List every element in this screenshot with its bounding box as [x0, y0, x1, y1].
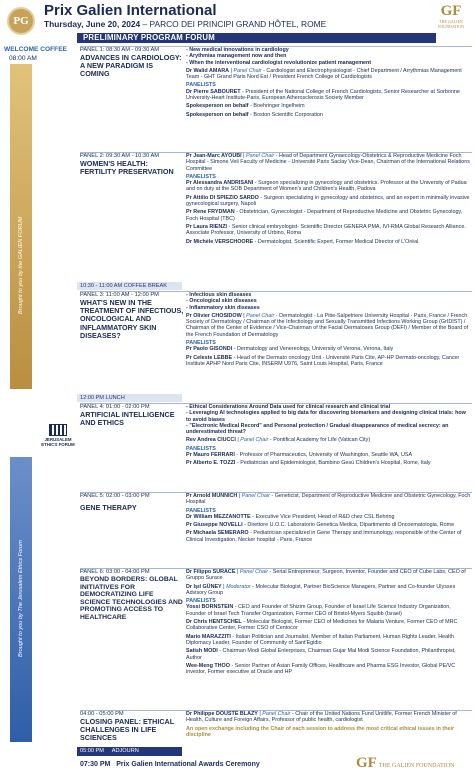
jerusalem-forum-sidebar — [10, 457, 32, 742]
closing-note: An open exchange including the Chair of each session to address the most critical ethical issues in their discipline — [186, 725, 455, 738]
adjourn-bar: 05:00 PM ADJOURN — [77, 747, 182, 756]
panel-4-header: PANEL 4: 01:00 - 02:00 PM ARTIFICIAL INTELLIGENCE AND ETHICS — [80, 404, 175, 428]
panel-3-header: PANEL 3: 11:00 AM - 12:00 PM WHAT'S NEW IN THE TREATMENT OF INFECTIOUS, ONCOLOGICAL AND INFLAMMATORY SKIN DISEASES? — [80, 292, 184, 340]
program-banner: PRELIMINARY PROGRAM FORUM — [77, 33, 436, 43]
event-date-venue: Thursday, June 20, 2024 – PARCO DEI PRINCIPI GRAND HÔTEL, ROME — [44, 19, 327, 29]
footer-galien-foundation-logo: GF THE GALIEN FOUNDATION — [356, 755, 455, 771]
panel-2-details: Pr Jean-Marc AYOUBI | Panel Chair - Head of Department Gynaecology-Obstetrics & Reproductive Medicine Foch Hospital - Simone Veil Faculty of Medicine - Université Paris Saclay Vice-Dean, Chairman of the International Relations Committee PANELISTS Pr Alessandra ANDRISANI - Surgeon specializing in gynecology and obstetrics. Professor at the University of Padua and on duty at the SOB Department of Women's and Children's Health, Padova Pr Attilio DI SPIEZIO SARDO - Surgeon specializing in gynecology and obstetrics, and an expert in minimally invasive gynecological surgery, Napoli Pr Rene FRYDMAN - Obstetrician, Gynecologist - Department of Reproductive Medicine and Obstetric Gynecology, Foch Hospital (TBC) Pr Laura RIENZI - Senior clinical embryologist- Scientific Director GENERA PMA, IVI-RMA Global Research Alliance. Associate Professor, University of Urbino, Roma Dr Michèle VERSCHOORE - Dermatologist, Scientific Expert, Former Medical Director of L'Oréal — [186, 153, 470, 245]
panel-5-details: Pr Arnold MUNNICH | Panel Chair - Geneticist, Department of Reproductive Medicine and Obstetric Gynecology, Foch Hospital PANELISTS Dr William MEZZANOTTE - Executive Vice President, Head of R&D chez CSL Behring Pr Giuseppe NOVELLI - Direttore U.O.C. Laboratorio Genetica Medica, Dipartimento di Oncoematologia, Rome Pr Michaela SEMERARO - Pediatrician specialized in Gene Therapy and Immunology, responsible of the Center of Clinical Investigation, Necker hospital - Paris, France — [186, 493, 471, 543]
jerusalem-forum-side-text: Brought to you by The Jerusalem Ethics Forum — [18, 540, 24, 657]
panel-5-header: PANEL 5: 02:00 - 03:00 PM GENE THERAPY — [80, 493, 150, 512]
panel-1-header: PANEL 1: 08:30 AM - 09:30 AM ADVANCES IN CARDIOLOGY: A NEW PARADIGM IS COMING — [80, 47, 182, 79]
prix-galien-logo: PG — [7, 7, 35, 35]
galien-forum-sidebar — [10, 64, 32, 389]
panel-4-details: - Ethical Considerations Around Data used for clinical research and clinical trial - Leveraging AI technologies applied to big data for discovering biomarkers and designing clinical trials: how to avoid biases - "Electronic Medical Record" and Personal protection / Gradual disappearance of medical secrecy: an underestimated threat? Rev Andrea CIUCCI | Panel Chair - Pontifical Academy for Life (Vatican City) PANELISTS Pr Mauro FERRARI - Professor of Pharmaceutics, University of Washington, Seattle WA, USA Pr Alberto E. TOZZI - Pediatrician and Epidemiologist, Bambino Gesù Children's Hospital, Rome, Italy — [186, 404, 466, 467]
welcome-coffee-label: WELCOME COFFEE — [4, 46, 68, 53]
event-date: Thursday, June 20, 2024 — [44, 19, 141, 29]
jerusalem-logo-icon — [49, 424, 67, 436]
panel-3-details: - Infectious skin diseases - Oncological skin diseases - Inflammatory skin diseases Pr Olivier CHOSIDOW | Panel Chair - Dermatologist - La Pitie-Salpetriere University Hospital - Paris, France / French Society of Dermatology / Chairman of the Infectiology and Sexually Transmitted Infections Working Group (GrIDIST) / Chairman of the Center of Evidence / Vice-Chairman of the Facial Dermatoses Group (DEFI) / Member of the Board of the French Foundation of Dermatology PANELISTS Pr Paolo GISONDI - Dermatology and Venereology, University of Verona, Verona, Italy Pr Celeste LEBBE - Head of the Dermato oncology Unit - Université Paris Cite, AP-HP Dermato-oncology, Cancer Institute APHP Nord Paris Cite, INSERM U976, Saint Louis Hospital, Paris, France — [186, 292, 469, 367]
panel-1-details: - New medical innovations in cardiology - Arythmias management now and then - When the interventional cardiologist revolutionize patient management Dr Walid AMARA | Panel Chair - Cardiologist and Electrophysiologist - Chief Department / Arrythmias Management Team - GHT Grand Paris Nord Est / President French College of Cardiologists PANELISTS Dr Pierre SABOURET - President of the National College of French Cardiologists, Senior Researcher at Sorbonne University-Heart Institute-Paris, European Atherosclerosis Society Member Spokesperson on behalf - Boehringer Ingelheim Spokesperson on behalf - Boston Scientific Corporation — [186, 47, 462, 118]
coffee-break: 10:30 - 11:00 AM COFFEE BREAK — [77, 282, 182, 290]
welcome-coffee-time: 08:00 AM — [9, 55, 37, 62]
jerusalem-ethics-forum-logo: JERUSALEM ETHICS FORUM — [40, 424, 76, 447]
header — [0, 0, 474, 46]
page-title: Prix Galien International — [44, 2, 217, 19]
lunch-break: 12:00 PM LUNCH — [77, 394, 182, 402]
galien-foundation-logo: GF THE GALIEN FOUNDATION — [438, 3, 464, 29]
panel-6-details: Dr Filippo SURACE | Panel Chair - Serial Entrepreneur, Surgeon, Inventor, Founder and CEO of Cube Labs, CEO of Gruppo Surace Dr Işıl GÜNEY | Moderator - Molecular Biologist, Partner BioScience Managers, Partner and Co-founder Ulysses Advisory Group PANELISTS Yossi BORNSTEIN - CEO and Founder of Shizim Group, Founder of Israel Life Science Industry Organization, Founder of Israel Tech Transfer Organization, Former CEO of Bristol-Myers Squibb (Israel) Dr Chris HENTSCHEL - Molecular Biologist, Former CEO of Medicines for Malaria Venture, Former CEO of MRC Collaborative Center, Former CSO of Centocor Mario MARAZZITI - Italian Politician and Journalist, Member of Italian Parliament, Human Rights Leader, Health Diplomacy Leader, Founder of Community of Sant'Egidio Satish MODI - Chairman Modi Global Enterprises, Chairman Gujar Mal Modi Science Foundation, Philanthropist, Author Wee-Meng THOO - Senior Partner of Asian Family Offices, Healthcare and Pharma ESG Investor, Global PE/VC investor, Former executive at Oracle and HP — [186, 569, 466, 676]
closing-panel-header: 04:00 - 05:00 PM CLOSING PANEL: ETHICAL CHALLENGES IN LIFE SCIENCES — [80, 711, 174, 743]
galien-forum-side-text: Brought to you by the GALIEN FORUM — [18, 216, 24, 314]
event-venue: PARCO DEI PRINCIPI GRAND HÔTEL, ROME — [149, 19, 327, 29]
closing-panel-details: Dr Philippe DOUSTE BLAZY | Panel Chair - Chair of the United Nations Fund Unitlife, Former French Minister of Health, Culture and Foreign Affairs, Professor of public health, cardiologist An open exchange including the Chair of each session to address the most critical ethical issues in their discipline — [186, 711, 472, 738]
panel-2-header: PANEL 2: 09:30 AM - 10:30 AM WOMEN'S HEALTH: FERTILITY PRESERVATION — [80, 153, 174, 177]
panel-6-header: PANEL 6: 03:00 - 04:00 PM BEYOND BORDERS: GLOBAL INITIATIVES FOR DEMOCRATIZING LIFE SCIENCE TECHNOLOGIES AND PROMOTING ACCESS TO HEALTHCARE — [80, 569, 183, 621]
awards-ceremony: 07:30 PM Prix Galien International Awards Ceremony — [80, 761, 260, 768]
